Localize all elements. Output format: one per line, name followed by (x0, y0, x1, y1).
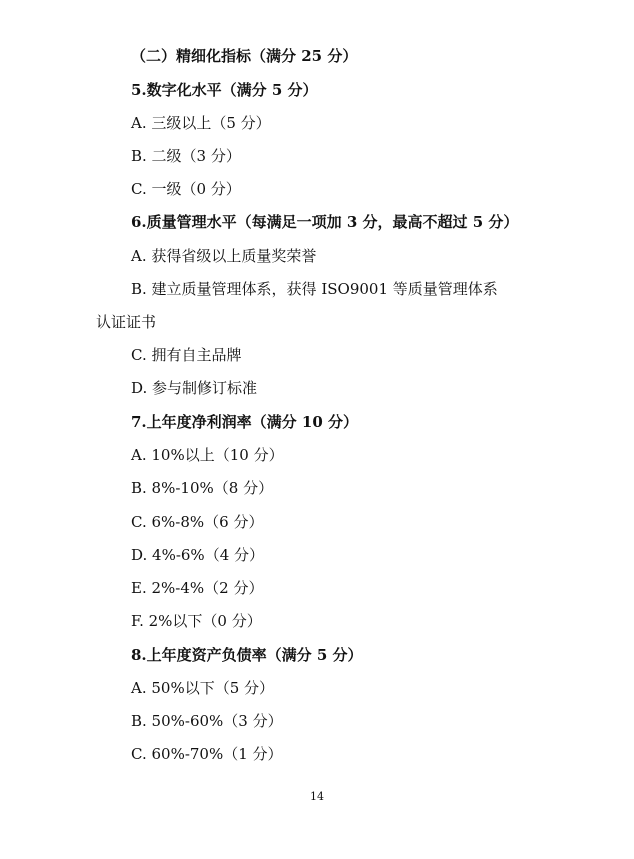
question-7-option-b: B. 8%-10%（8 分） (131, 479, 274, 497)
question-8-option-a: A. 50%以下（5 分） (131, 679, 275, 697)
question-6-option-a: A. 获得省级以上质量奖荣誉 (131, 247, 317, 265)
question-7-option-c: C. 6%-8%（6 分） (131, 513, 264, 531)
question-8-option-b: B. 50%-60%（3 分） (131, 712, 283, 730)
question-6-option-d: D. 参与制修订标准 (131, 379, 258, 397)
question-7-option-a: A. 10%以上（10 分） (131, 446, 284, 464)
page-number: 14 (310, 790, 324, 803)
question-5-title: 5.数字化水平（满分 5 分） (131, 81, 318, 99)
question-7-option-f: F. 2%以下（0 分） (131, 612, 262, 630)
question-7-option-d: D. 4%-6%（4 分） (131, 546, 265, 564)
question-8-option-c: C. 60%-70%（1 分） (131, 745, 283, 763)
question-7-title: 7.上年度净利润率（满分 10 分） (131, 413, 358, 431)
question-5-option-b: B. 二级（3 分） (131, 147, 241, 165)
question-6-option-b-continued: 认证证书 (96, 313, 157, 331)
question-6-option-c: C. 拥有自主品牌 (131, 346, 242, 364)
question-6-option-b: B. 建立质量管理体系，获得 ISO9001 等质量管理体系 (131, 280, 498, 298)
question-5-option-c: C. 一级（0 分） (131, 180, 241, 198)
question-7-option-e: E. 2%-4%（2 分） (131, 579, 264, 597)
question-8-title: 8.上年度资产负债率（满分 5 分） (131, 646, 363, 664)
question-6-title: 6.质量管理水平（每满足一项加 3 分，最高不超过 5 分） (131, 213, 519, 231)
question-5-option-a: A. 三级以上（5 分） (131, 114, 271, 132)
section-heading: （二）精细化指标（满分 25 分） (131, 47, 358, 65)
